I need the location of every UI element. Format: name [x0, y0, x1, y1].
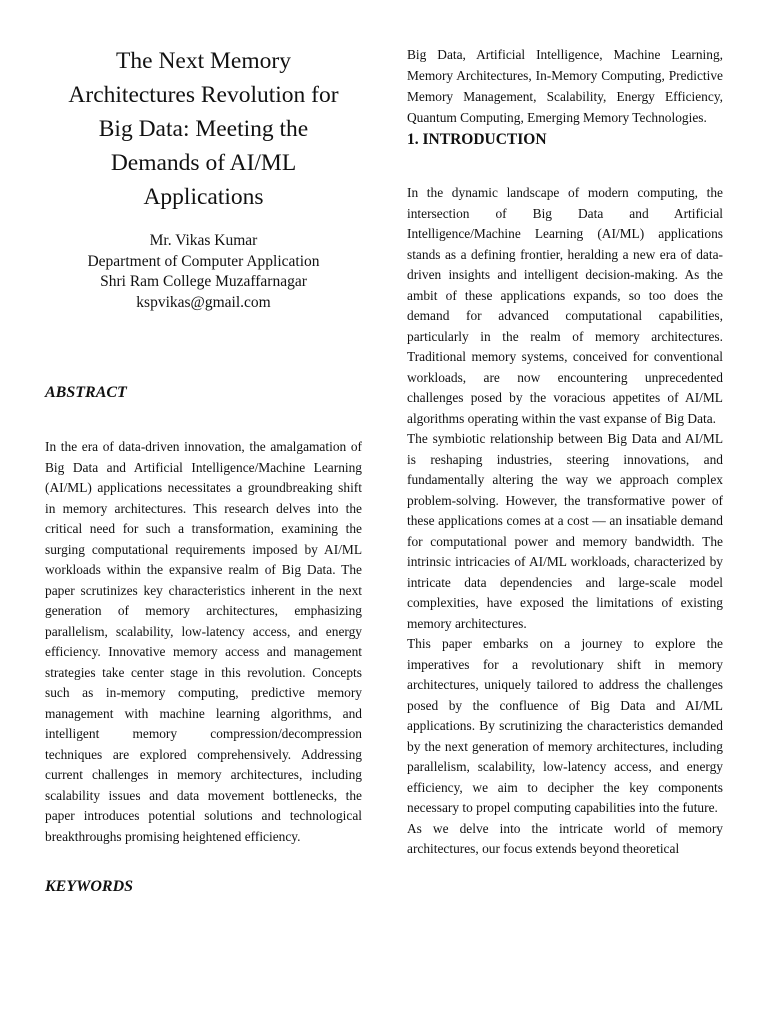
introduction-paragraph: The symbiotic relationship between Big Data and AI/ML is reshaping industries, steering innovations, and fundamentally altering the way we approach complex problem-solving. However, the transformative power of these applications comes at a cost — an insatiable demand for computational power and memory bandwidth. The intrinsic intricacies of AI/ML workloads, characterized by intricate data dependencies and large-scale model complexities, have exposed the limitations of existing memory architectures. [407, 431, 723, 631]
author-block [45, 231, 362, 313]
title-line: Demands of AI/ML [110, 150, 297, 176]
author-name: Mr. Vikas Kumar [149, 232, 258, 249]
introduction-body [407, 183, 723, 860]
author-institution: Shri Ram College Muzaffarnagar [100, 273, 307, 290]
abstract-heading: ABSTRACT [45, 384, 127, 401]
author-department: Department of Computer Application [87, 252, 320, 270]
keywords-heading: KEYWORDS [45, 878, 134, 895]
title-line: Big Data: Meeting the [98, 116, 309, 142]
introduction-heading: 1. INTRODUCTION [407, 131, 547, 148]
introduction-paragraph: As we delve into the intricate world of memory architectures, our focus extends beyond theoretical [407, 820, 723, 856]
left-column [45, 44, 362, 897]
right-column [407, 44, 723, 860]
title-line: Applications [143, 184, 264, 210]
paper-title [45, 44, 362, 214]
title-line: Architectures Revolution for [68, 82, 339, 108]
title-line: The Next Memory [116, 48, 291, 74]
abstract-text: In the era of data-driven innovation, the amalgamation of Big Data and Artificial Intelligence/Machine Learning (AI/ML) applications necessitates a groundbreaking shift in memory architectures. This research delves into the critical need for such a transformation, examining the surging computational requirements imposed by AI/ML workloads within the expansive realm of Big Data. The paper scrutinizes key characteristics inherent in the next generation of memory architectures, emphasizing parallelism, scalability, low-latency access, and energy efficiency. Innovative memory access and management strategies take center stage in this revolution. Concepts such as in-memory computing, predictive memory management with machine learning algorithms, and intelligent memory compression/decompression techniques are explored comprehensively. Addressing current challenges in memory architectures, including scalability issues and data movement bottlenecks, the paper introduces potential solutions and technological breakthroughs promising heightened efficiency. [45, 439, 362, 844]
keywords-text: Big Data, Artificial Intelligence, Machine Learning, Memory Architectures, In-Memory Computing, Predictive Memory Management, Scalability, Energy Efficiency, Quantum Computing, Emerging Memory Technologies. [407, 47, 723, 125]
introduction-paragraph: This paper embarks on a journey to explore the imperatives for a revolutionary shift in memory architectures, uniquely tailored to address the challenges posed by the confluence of Big Data and AI/ML applications. By scrutinizing the characteristics demanded by the next generation of memory architectures, including parallelism, scalability, low-latency access, and energy efficiency, we aim to decipher the key components necessary to propel computing capabilities into the future. [407, 636, 723, 815]
introduction-paragraph: In the dynamic landscape of modern computing, the intersection of Big Data and Artificial Intelligence/Machine Learning (AI/ML) applications stands as a defining frontier, heralding a new era of data-driven insights and intelligent decision-making. As the ambit of these applications expands, so too does the demand for advanced computational capabilities, particularly in the realm of memory architectures. Traditional memory systems, conceived for conventional workloads, are now encountering unprecedented challenges posed by the voracious appetites of AI/ML algorithms operating within the vast expanse of Big Data. [407, 185, 723, 426]
author-email: kspvikas@gmail.com [136, 293, 271, 311]
